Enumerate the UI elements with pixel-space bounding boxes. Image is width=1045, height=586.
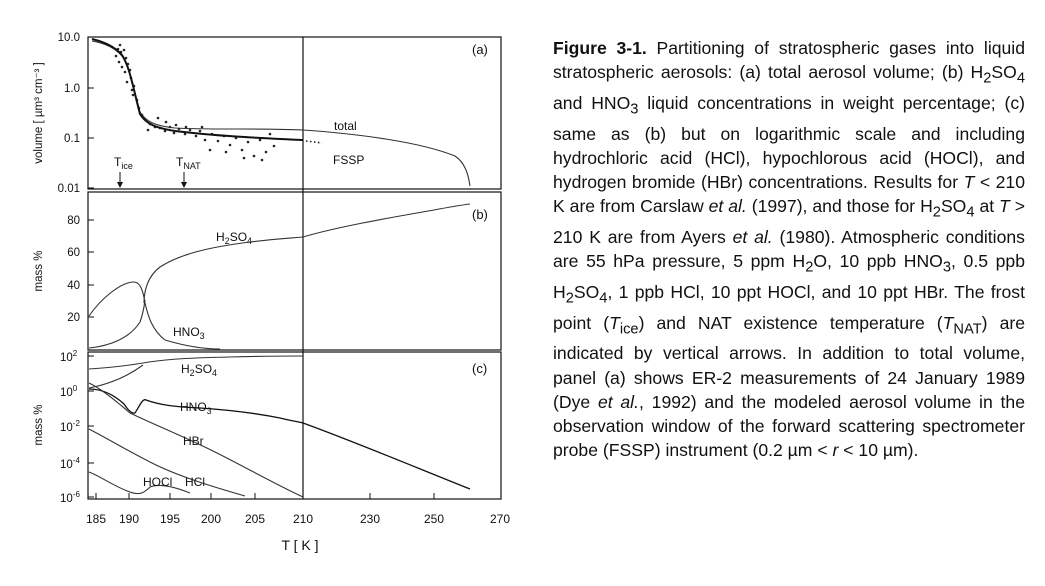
a-y-tick-1: 1.0 bbox=[64, 83, 80, 95]
panel-b-label: (b) bbox=[472, 207, 488, 222]
panel-b-h2so4-low-branch bbox=[89, 300, 145, 348]
panel-c-y-title: mass % bbox=[33, 404, 45, 446]
annotation-c-hno3: $HNO_3$ bbox=[180, 400, 212, 416]
a-y-tick-10: 10.0 bbox=[57, 32, 80, 44]
panel-b-h2so4-curve bbox=[144, 204, 470, 303]
panel-a-frame bbox=[88, 37, 501, 189]
x-tick-270: 270 bbox=[489, 512, 511, 526]
annotation-total: total bbox=[334, 119, 357, 133]
panel-a-measurement-scatter bbox=[115, 44, 276, 162]
annotation-c-hocl: HOCl bbox=[143, 475, 173, 489]
annotation-c-hbr: HBr bbox=[183, 434, 204, 448]
caption-paragraph: Figure 3-1. Partitioning of stratospheric gases into liquid stratospheric aerosols: (a) total aerosol volume; (b) $H_2SO_4$ and $HNO_3$ liquid concentrations in weight percentage; (c) same as (b) but on logarithmic scale and including hydrochloric acid (HCl), hypochlorous acid (HOCl), and hydrogen bromide (HBr) concentrations. Results for T < 210 K are from Carslaw et al. (1997), and those for $H_2SO_4$ at T > 210 K are from Ayers et al. (1980). Atmospheric conditions are 55 hPa pressure, 5 ppm $H_2O$, 10 ppb $HNO_3$, 0.5 ppb $H_2SO_4$, 1 ppb HCl, 10 ppt HOCl, and 10 ppt HBr. The frost point $(T_{ice})$ and NAT existence temperature $(T_{NAT})$ are indicated by vertical arrows. In addition to total volume, panel (a) shows ER-2 measurements of 24 January 1989 (Dye et al., 1992) and the modeled aerosol volume in the observation window of the forward scattering spectrometer probe (FSSP) instrument (0.2 µm < r < 10 µm). bbox=[553, 38, 1025, 461]
x-tick-250: 250 bbox=[423, 512, 445, 526]
b-y-tick-20: 20 bbox=[67, 312, 80, 324]
panel-b-frame bbox=[88, 192, 501, 350]
panel-b-y-title: mass % bbox=[33, 250, 45, 292]
b-y-tick-80: 80 bbox=[67, 215, 80, 227]
caption-label: Figure 3-1. bbox=[553, 38, 647, 58]
panel-a-fssp-dots bbox=[306, 141, 322, 143]
annotation-tnat: $T_{NAT}$ bbox=[176, 155, 201, 171]
annotation-b-h2so4: $H_2SO_4$ bbox=[216, 230, 253, 246]
panel-c-label: (c) bbox=[472, 361, 488, 376]
panel-c-hno3-curve bbox=[89, 389, 470, 489]
x-tick-210: 210 bbox=[292, 512, 314, 526]
c-y-tick-1e-2: $10^{-2}$ bbox=[60, 419, 80, 434]
x-tick-185: 185 bbox=[85, 512, 107, 526]
panel-a-total-volume-curve bbox=[92, 41, 470, 186]
x-axis-title: T [ K ] bbox=[281, 537, 319, 553]
c-y-tick-1e-4: $10^{-4}$ bbox=[60, 456, 80, 471]
x-tick-190: 190 bbox=[118, 512, 140, 526]
b-y-tick-60: 60 bbox=[67, 247, 80, 259]
a-y-tick-0-01: 0.01 bbox=[57, 183, 80, 195]
x-tick-195: 195 bbox=[159, 512, 181, 526]
x-tick-205: 205 bbox=[244, 512, 266, 526]
panel-c-hocl-curve bbox=[89, 472, 190, 494]
c-y-tick-1e2: $10^2$ bbox=[60, 349, 78, 364]
annotation-fssp: FSSP bbox=[333, 153, 365, 167]
b-y-tick-40: 40 bbox=[67, 280, 80, 292]
figure-caption bbox=[553, 36, 1025, 462]
annotation-c-h2so4: $H_2SO_4$ bbox=[181, 362, 218, 378]
c-y-tick-1e-6: $10^{-6}$ bbox=[60, 490, 80, 505]
annotation-b-hno3: $HNO_3$ bbox=[173, 325, 205, 341]
x-tick-200: 200 bbox=[200, 512, 222, 526]
panel-a-y-title: volume [ µm³ cm⁻³ ] bbox=[33, 62, 45, 164]
c-y-tick-1e0: $10^0$ bbox=[60, 384, 78, 399]
annotation-tice: $T_{ice}$ bbox=[114, 155, 133, 171]
a-y-tick-0-1: 0.1 bbox=[64, 133, 80, 145]
annotation-c-hcl: HCl bbox=[185, 475, 205, 489]
x-tick-230: 230 bbox=[359, 512, 381, 526]
panel-a-label: (a) bbox=[472, 42, 488, 57]
panel-a-fssp-curve bbox=[92, 39, 303, 140]
